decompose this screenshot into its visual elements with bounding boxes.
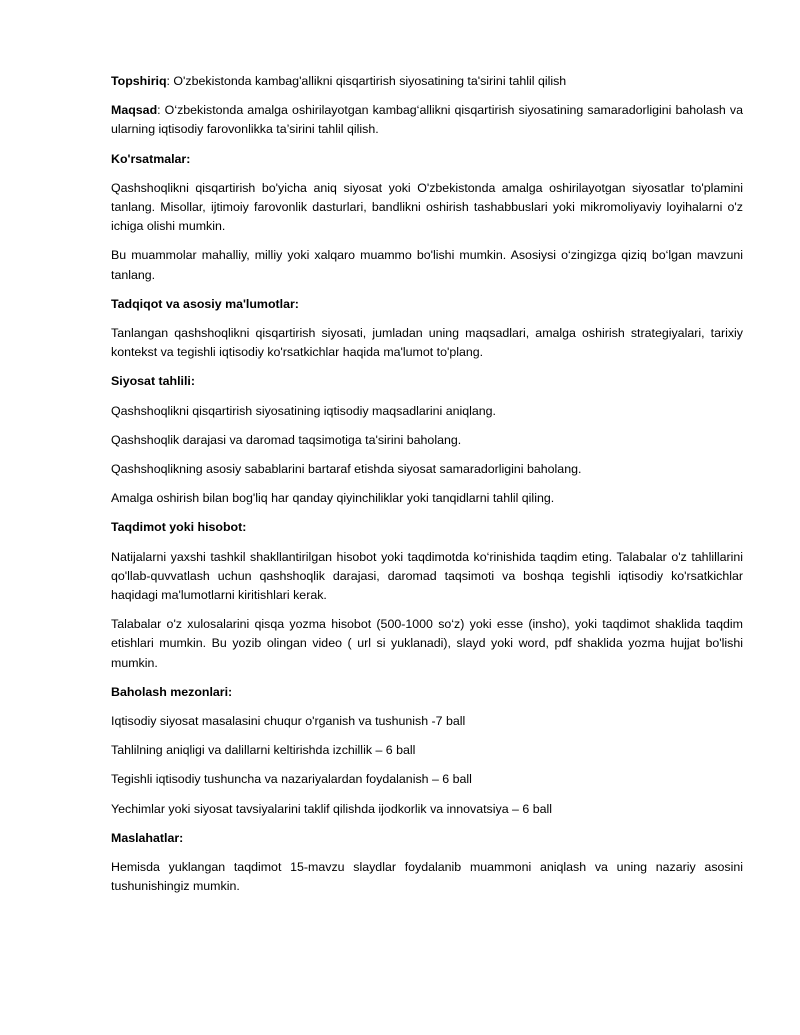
analysis-heading: Siyosat tahlili: xyxy=(111,374,195,389)
instructions-paragraph: Bu muammolar mahalliy, milliy yoki xalqaro muammo bo'lishi mumkin. Asosiysi o‘zingizga qiziq bo‘lgan mavzuni tanlang. xyxy=(111,248,743,282)
tips-paragraph: Hemisda yuklangan taqdimot 15-mavzu slaydlar foydalanib muammoni aniqlash va uning nazariy asosini tushunishingiz mumkin. xyxy=(111,860,743,894)
research-paragraph: Tanlangan qashshoqlikni qisqartirish siyosati, jumladan uning maqsadlari, amalga oshirish strategiyalari, tarixiy kontekst va tegishli iqtisodiy ko'rsatkichlar haqida ma'lumot to'plang. xyxy=(111,326,743,360)
research-heading: Tadqiqot va asosiy ma'lumotlar: xyxy=(111,296,299,311)
criteria-item: Tahlilning aniqligi va dalillarni keltirishda izchillik – 6 ball xyxy=(111,743,416,758)
criteria-item: Yechimlar yoki siyosat tavsiyalarini taklif qilishda ijodkorlik va innovatsiya – 6 ball xyxy=(111,801,552,816)
task-line xyxy=(111,72,743,91)
presentation-heading: Taqdimot yoki hisobot: xyxy=(111,520,247,535)
criteria-heading: Baholash mezonlari: xyxy=(111,684,233,699)
criteria-item: Tegishli iqtisodiy tushuncha va nazariyalardan foydalanish – 6 ball xyxy=(111,772,472,787)
presentation-paragraph: Natijalarni yaxshi tashkil shakllantirilgan hisobot yoki taqdimotda ko‘rinishida taqdim eting. Talabalar o'z tahlillarini qo'llab-quvvatlash uchun qashshoqlik darajasi, daromad taqsimoti va boshqa tegishli iqtisodiy ko'rsatkichlar haqidagi ma'lumotlarni kiritishlari kerak. xyxy=(111,549,743,603)
criteria-item: Iqtisodiy siyosat masalasini chuqur o'rganish va tushunish -7 ball xyxy=(111,714,466,729)
presentation-paragraph: Talabalar o'z xulosalarini qisqa yozma hisobot (500-1000 so‘z) yoki esse (insho), yoki taqdimot shaklida taqdim etishlari mumkin. Bu yozib olingan video ( url si yuklanadi), slayd yoki word, pdf shaklida yozma hujjat bo'lishi mumkin. xyxy=(111,617,743,670)
goal-label: Maqsad xyxy=(111,103,158,118)
task-text: : O'zbekistonda kambag'allikni qisqartirish siyosatining ta'sirini tahlil qilish xyxy=(166,74,567,88)
analysis-item: Amalga oshirish bilan bog'liq har qanday qiyinchiliklar yoki tanqidlarni tahlil qiling. xyxy=(111,491,555,506)
goal-paragraph xyxy=(111,101,743,139)
tips-heading: Maslahatlar: xyxy=(111,830,184,845)
analysis-item: Qashshoqlik darajasi va daromad taqsimotiga ta'sirini baholang. xyxy=(111,432,462,447)
analysis-item: Qashshoqlikning asosiy sabablarini bartaraf etishda siyosat samaradorligini baholang. xyxy=(111,462,582,477)
analysis-item: Qashshoqlikni qisqartirish siyosatining iqtisodiy maqsadlarini aniqlang. xyxy=(111,403,496,418)
instructions-paragraph: Qashshoqlikni qisqartirish bo'yicha aniq siyosat yoki O'zbekistonda amalga oshirilayotgan siyosatlar to'plamini tanlang. Misollar, ijtimoiy farovonlik dasturlari, bandlikni oshirish tashabbuslari yoki mikromoliyaviy loyihalarni o'z ichiga olishi mumkin. xyxy=(111,180,743,234)
task-label: Topshiriq xyxy=(111,74,167,88)
document-page xyxy=(111,72,743,907)
goal-text: : O‘zbekistonda amalga oshirilayotgan kambag‘allikni qisqartirish siyosatining samaradorligini baholash va ularning iqtisodiy farovonlikka ta’sirini tahlil qilish. xyxy=(111,103,743,137)
instructions-heading: Ko'rsatmalar: xyxy=(111,151,191,166)
